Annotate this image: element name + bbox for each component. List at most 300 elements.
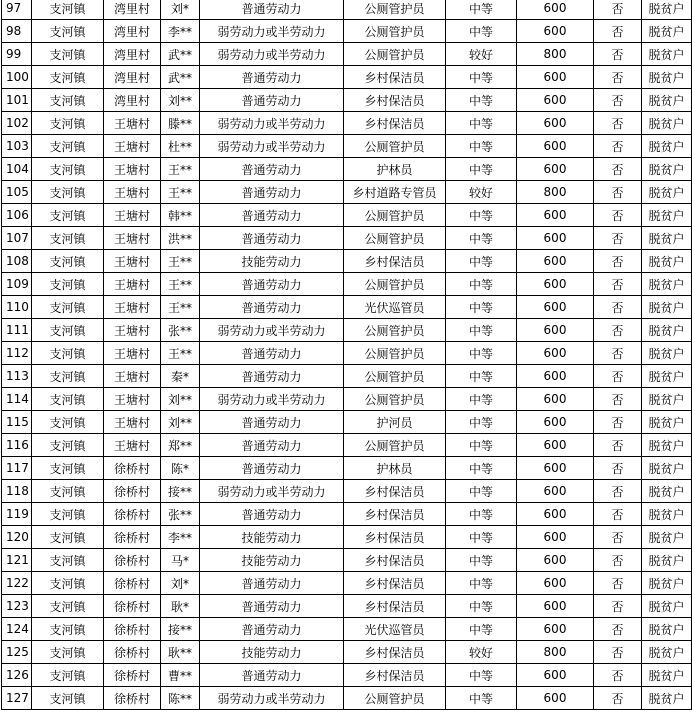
town-cell: 支河镇 [32,273,104,296]
table-row [2,181,692,204]
name-cell: 王** [161,296,200,319]
subsidy-cell: 600 [517,66,594,89]
labor-type-cell: 技能劳动力 [200,549,344,572]
performance-cell: 中等 [446,158,517,181]
village-cell: 徐桥村 [104,457,161,480]
table-row [2,687,692,710]
position-cell: 公厕管护员 [344,20,446,43]
flag-cell: 否 [594,43,642,66]
name-cell: 接** [161,480,200,503]
village-cell: 徐桥村 [104,572,161,595]
village-cell: 王塘村 [104,388,161,411]
row-index-cell: 116 [2,434,32,457]
table-row [2,549,692,572]
row-index-cell: 100 [2,66,32,89]
village-cell: 王塘村 [104,204,161,227]
labor-type-cell: 弱劳动力或半劳动力 [200,480,344,503]
position-cell: 乡村保洁员 [344,112,446,135]
name-cell: 洪** [161,227,200,250]
town-cell: 支河镇 [32,227,104,250]
name-cell: 陈* [161,457,200,480]
status-cell: 脱贫户 [642,250,692,273]
status-cell: 脱贫户 [642,89,692,112]
status-cell: 脱贫户 [642,135,692,158]
status-cell: 脱贫户 [642,181,692,204]
status-cell: 脱贫户 [642,572,692,595]
flag-cell: 否 [594,549,642,572]
town-cell: 支河镇 [32,250,104,273]
position-cell: 护河员 [344,411,446,434]
status-cell: 脱贫户 [642,227,692,250]
row-index-cell: 105 [2,181,32,204]
status-cell: 脱贫户 [642,388,692,411]
performance-cell: 中等 [446,89,517,112]
town-cell: 支河镇 [32,434,104,457]
subsidy-cell: 600 [517,158,594,181]
town-cell: 支河镇 [32,0,104,20]
performance-cell: 中等 [446,365,517,388]
labor-type-cell: 弱劳动力或半劳动力 [200,687,344,710]
name-cell: 王** [161,273,200,296]
status-cell: 脱贫户 [642,434,692,457]
name-cell: 王** [161,342,200,365]
village-cell: 徐桥村 [104,641,161,664]
row-index-cell: 111 [2,319,32,342]
town-cell: 支河镇 [32,480,104,503]
performance-cell: 中等 [446,687,517,710]
name-cell: 王** [161,250,200,273]
labor-type-cell: 弱劳动力或半劳动力 [200,20,344,43]
position-cell: 公厕管护员 [344,0,446,20]
status-cell: 脱贫户 [642,457,692,480]
position-cell: 护林员 [344,158,446,181]
employment-table [1,0,692,710]
table-row [2,20,692,43]
town-cell: 支河镇 [32,204,104,227]
status-cell: 脱贫户 [642,43,692,66]
position-cell: 光伏巡管员 [344,296,446,319]
village-cell: 王塘村 [104,434,161,457]
subsidy-cell: 600 [517,89,594,112]
town-cell: 支河镇 [32,158,104,181]
subsidy-cell: 800 [517,43,594,66]
name-cell: 王** [161,181,200,204]
row-index-cell: 112 [2,342,32,365]
flag-cell: 否 [594,687,642,710]
performance-cell: 中等 [446,66,517,89]
name-cell: 耿** [161,641,200,664]
performance-cell: 中等 [446,664,517,687]
performance-cell: 中等 [446,319,517,342]
flag-cell: 否 [594,158,642,181]
table-row [2,411,692,434]
town-cell: 支河镇 [32,43,104,66]
labor-type-cell: 普通劳动力 [200,66,344,89]
table-row [2,135,692,158]
village-cell: 湾里村 [104,89,161,112]
status-cell: 脱贫户 [642,112,692,135]
row-index-cell: 122 [2,572,32,595]
subsidy-cell: 600 [517,595,594,618]
town-cell: 支河镇 [32,20,104,43]
flag-cell: 否 [594,664,642,687]
subsidy-cell: 600 [517,411,594,434]
town-cell: 支河镇 [32,503,104,526]
performance-cell: 中等 [446,503,517,526]
row-index-cell: 123 [2,595,32,618]
name-cell: 武** [161,66,200,89]
name-cell: 杜** [161,135,200,158]
performance-cell: 中等 [446,526,517,549]
labor-type-cell: 普通劳动力 [200,158,344,181]
status-cell: 脱贫户 [642,664,692,687]
labor-type-cell: 普通劳动力 [200,204,344,227]
table-row [2,204,692,227]
labor-type-cell: 普通劳动力 [200,434,344,457]
town-cell: 支河镇 [32,618,104,641]
status-cell: 脱贫户 [642,687,692,710]
labor-type-cell: 弱劳动力或半劳动力 [200,388,344,411]
status-cell: 脱贫户 [642,641,692,664]
labor-type-cell: 普通劳动力 [200,273,344,296]
position-cell: 公厕管护员 [344,273,446,296]
subsidy-cell: 600 [517,664,594,687]
flag-cell: 否 [594,457,642,480]
performance-cell: 中等 [446,595,517,618]
village-cell: 王塘村 [104,365,161,388]
flag-cell: 否 [594,480,642,503]
town-cell: 支河镇 [32,112,104,135]
status-cell: 脱贫户 [642,66,692,89]
status-cell: 脱贫户 [642,503,692,526]
subsidy-cell: 600 [517,135,594,158]
town-cell: 支河镇 [32,365,104,388]
labor-type-cell: 普通劳动力 [200,181,344,204]
labor-type-cell: 普通劳动力 [200,227,344,250]
row-index-cell: 125 [2,641,32,664]
name-cell: 刘* [161,0,200,20]
labor-type-cell: 普通劳动力 [200,342,344,365]
village-cell: 王塘村 [104,273,161,296]
subsidy-cell: 600 [517,0,594,20]
performance-cell: 中等 [446,549,517,572]
flag-cell: 否 [594,273,642,296]
status-cell: 脱贫户 [642,20,692,43]
table-row [2,273,692,296]
table-row [2,250,692,273]
table-body [2,0,692,710]
town-cell: 支河镇 [32,664,104,687]
position-cell: 乡村保洁员 [344,503,446,526]
labor-type-cell: 弱劳动力或半劳动力 [200,112,344,135]
row-index-cell: 120 [2,526,32,549]
labor-type-cell: 弱劳动力或半劳动力 [200,319,344,342]
position-cell: 公厕管护员 [344,204,446,227]
name-cell: 张** [161,319,200,342]
status-cell: 脱贫户 [642,319,692,342]
performance-cell: 中等 [446,204,517,227]
position-cell: 公厕管护员 [344,135,446,158]
labor-type-cell: 技能劳动力 [200,641,344,664]
town-cell: 支河镇 [32,411,104,434]
name-cell: 张** [161,503,200,526]
name-cell: 接** [161,618,200,641]
flag-cell: 否 [594,296,642,319]
table-row [2,480,692,503]
subsidy-cell: 600 [517,365,594,388]
name-cell: 刘** [161,411,200,434]
performance-cell: 较好 [446,181,517,204]
town-cell: 支河镇 [32,181,104,204]
village-cell: 徐桥村 [104,480,161,503]
town-cell: 支河镇 [32,66,104,89]
performance-cell: 中等 [446,572,517,595]
position-cell: 乡村保洁员 [344,66,446,89]
town-cell: 支河镇 [32,89,104,112]
performance-cell: 中等 [446,0,517,20]
village-cell: 王塘村 [104,227,161,250]
name-cell: 王** [161,158,200,181]
row-index-cell: 103 [2,135,32,158]
labor-type-cell: 技能劳动力 [200,526,344,549]
labor-type-cell: 弱劳动力或半劳动力 [200,135,344,158]
position-cell: 公厕管护员 [344,227,446,250]
status-cell: 脱贫户 [642,342,692,365]
performance-cell: 中等 [446,434,517,457]
performance-cell: 中等 [446,112,517,135]
position-cell: 乡村保洁员 [344,250,446,273]
flag-cell: 否 [594,0,642,20]
position-cell: 乡村保洁员 [344,89,446,112]
town-cell: 支河镇 [32,549,104,572]
flag-cell: 否 [594,411,642,434]
status-cell: 脱贫户 [642,204,692,227]
status-cell: 脱贫户 [642,411,692,434]
position-cell: 乡村保洁员 [344,480,446,503]
row-index-cell: 121 [2,549,32,572]
position-cell: 公厕管护员 [344,388,446,411]
position-cell: 乡村道路专管员 [344,181,446,204]
table-row [2,641,692,664]
table-row [2,43,692,66]
row-index-cell: 119 [2,503,32,526]
performance-cell: 中等 [446,411,517,434]
table-row [2,572,692,595]
performance-cell: 中等 [446,227,517,250]
name-cell: 陈** [161,687,200,710]
village-cell: 王塘村 [104,411,161,434]
position-cell: 公厕管护员 [344,365,446,388]
labor-type-cell: 普通劳动力 [200,365,344,388]
labor-type-cell: 普通劳动力 [200,503,344,526]
flag-cell: 否 [594,342,642,365]
row-index-cell: 124 [2,618,32,641]
village-cell: 徐桥村 [104,595,161,618]
flag-cell: 否 [594,112,642,135]
village-cell: 徐桥村 [104,687,161,710]
row-index-cell: 113 [2,365,32,388]
position-cell: 乡村保洁员 [344,572,446,595]
status-cell: 脱贫户 [642,618,692,641]
row-index-cell: 97 [2,0,32,20]
row-index-cell: 127 [2,687,32,710]
town-cell: 支河镇 [32,641,104,664]
town-cell: 支河镇 [32,319,104,342]
position-cell: 乡村保洁员 [344,595,446,618]
village-cell: 王塘村 [104,319,161,342]
table-row [2,365,692,388]
flag-cell: 否 [594,181,642,204]
subsidy-cell: 600 [517,457,594,480]
status-cell: 脱贫户 [642,480,692,503]
performance-cell: 较好 [446,43,517,66]
village-cell: 徐桥村 [104,618,161,641]
performance-cell: 中等 [446,457,517,480]
table-row [2,158,692,181]
village-cell: 徐桥村 [104,664,161,687]
subsidy-cell: 600 [517,618,594,641]
performance-cell: 中等 [446,618,517,641]
position-cell: 公厕管护员 [344,434,446,457]
name-cell: 武** [161,43,200,66]
flag-cell: 否 [594,319,642,342]
flag-cell: 否 [594,20,642,43]
performance-cell: 中等 [446,480,517,503]
flag-cell: 否 [594,618,642,641]
table-row [2,503,692,526]
status-cell: 脱贫户 [642,296,692,319]
flag-cell: 否 [594,135,642,158]
village-cell: 湾里村 [104,43,161,66]
flag-cell: 否 [594,572,642,595]
row-index-cell: 104 [2,158,32,181]
name-cell: 韩** [161,204,200,227]
table-row [2,112,692,135]
town-cell: 支河镇 [32,296,104,319]
row-index-cell: 115 [2,411,32,434]
status-cell: 脱贫户 [642,158,692,181]
position-cell: 公厕管护员 [344,342,446,365]
flag-cell: 否 [594,526,642,549]
performance-cell: 中等 [446,342,517,365]
town-cell: 支河镇 [32,687,104,710]
flag-cell: 否 [594,227,642,250]
position-cell: 光伏巡管员 [344,618,446,641]
labor-type-cell: 普通劳动力 [200,411,344,434]
subsidy-cell: 600 [517,388,594,411]
status-cell: 脱贫户 [642,365,692,388]
flag-cell: 否 [594,204,642,227]
town-cell: 支河镇 [32,342,104,365]
table-row [2,319,692,342]
subsidy-cell: 800 [517,641,594,664]
position-cell: 乡村保洁员 [344,641,446,664]
table-row [2,526,692,549]
village-cell: 湾里村 [104,66,161,89]
flag-cell: 否 [594,595,642,618]
town-cell: 支河镇 [32,572,104,595]
subsidy-cell: 600 [517,319,594,342]
position-cell: 乡村保洁员 [344,664,446,687]
row-index-cell: 118 [2,480,32,503]
flag-cell: 否 [594,503,642,526]
subsidy-cell: 600 [517,342,594,365]
name-cell: 刘* [161,572,200,595]
table-row [2,89,692,112]
flag-cell: 否 [594,250,642,273]
row-index-cell: 106 [2,204,32,227]
performance-cell: 中等 [446,296,517,319]
labor-type-cell: 普通劳动力 [200,457,344,480]
table-row [2,342,692,365]
position-cell: 公厕管护员 [344,319,446,342]
table-row [2,66,692,89]
subsidy-cell: 600 [517,687,594,710]
subsidy-cell: 600 [517,480,594,503]
performance-cell: 中等 [446,135,517,158]
row-index-cell: 101 [2,89,32,112]
table-row [2,296,692,319]
subsidy-cell: 600 [517,227,594,250]
flag-cell: 否 [594,388,642,411]
labor-type-cell: 技能劳动力 [200,250,344,273]
table-row [2,595,692,618]
subsidy-cell: 600 [517,434,594,457]
subsidy-cell: 600 [517,112,594,135]
town-cell: 支河镇 [32,595,104,618]
position-cell: 公厕管护员 [344,687,446,710]
subsidy-cell: 600 [517,503,594,526]
status-cell: 脱贫户 [642,549,692,572]
subsidy-cell: 600 [517,549,594,572]
performance-cell: 较好 [446,641,517,664]
table-row [2,618,692,641]
name-cell: 刘** [161,89,200,112]
village-cell: 徐桥村 [104,549,161,572]
position-cell: 公厕管护员 [344,43,446,66]
town-cell: 支河镇 [32,135,104,158]
town-cell: 支河镇 [32,526,104,549]
row-index-cell: 126 [2,664,32,687]
labor-type-cell: 普通劳动力 [200,664,344,687]
row-index-cell: 109 [2,273,32,296]
name-cell: 耿* [161,595,200,618]
table-row [2,664,692,687]
flag-cell: 否 [594,89,642,112]
status-cell: 脱贫户 [642,0,692,20]
table-row [2,227,692,250]
village-cell: 王塘村 [104,112,161,135]
flag-cell: 否 [594,66,642,89]
subsidy-cell: 600 [517,296,594,319]
subsidy-cell: 600 [517,250,594,273]
village-cell: 徐桥村 [104,526,161,549]
name-cell: 刘** [161,388,200,411]
village-cell: 王塘村 [104,181,161,204]
row-index-cell: 107 [2,227,32,250]
labor-type-cell: 普通劳动力 [200,595,344,618]
performance-cell: 中等 [446,273,517,296]
subsidy-cell: 800 [517,181,594,204]
performance-cell: 中等 [446,388,517,411]
labor-type-cell: 弱劳动力或半劳动力 [200,43,344,66]
flag-cell: 否 [594,365,642,388]
table-row [2,434,692,457]
row-index-cell: 117 [2,457,32,480]
row-index-cell: 114 [2,388,32,411]
performance-cell: 中等 [446,20,517,43]
name-cell: 滕** [161,112,200,135]
